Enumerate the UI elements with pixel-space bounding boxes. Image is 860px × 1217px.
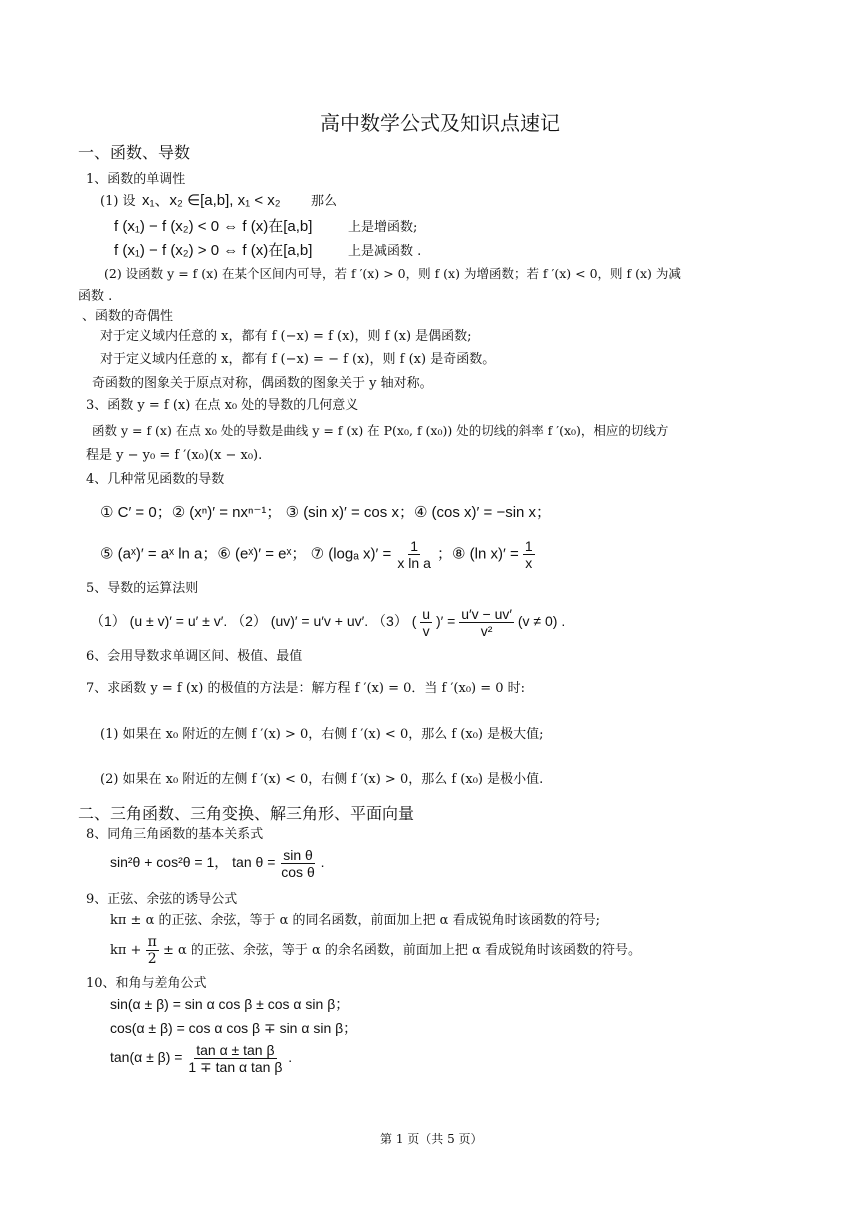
item-10-heading: 10、和角与差角公式 [86,976,207,991]
item-1d-line1: (2) 设函数 y = f (x) 在某个区间内可导，若 f ′(x) > 0，则 f (x) 为增函数；若 f ′(x) < 0，则 f (x) 为减 [104,266,681,281]
fraction-denominator: v [422,623,430,639]
item-10c-prefix: tan(α ± β) = [110,1049,183,1066]
item-10c-tan-formula [110,1042,292,1075]
item-9b-induction [110,934,641,967]
fraction-numerator: 1 [524,538,533,554]
fraction-numerator: u′v − uv′ [461,606,512,622]
fraction-denominator: 2 [147,951,157,967]
item-5a-mid: )′ = [435,613,456,630]
log-derivative-fraction [395,538,432,571]
item-7b: (2) 如果在 x₀ 附近的左侧 f ′(x) < 0，右侧 f ′(x) > 0，那么 f (x₀) 是极小值. [100,772,544,787]
item-3a: 函数 y = f (x) 在点 x₀ 处的导数是曲线 y = f (x) 在 P(x₀, f (x₀)) 处的切线的斜率 f ′(x₀)，相应的切线方 [92,423,669,438]
item-2a: 对于定义域内任意的 x，都有 f (−x) = f (x)，则 f (x) 是偶函数; [100,329,472,344]
item-2c: 奇函数的图象关于原点对称，偶函数的图象关于 y 轴对称。 [92,376,433,391]
item-2b: 对于定义域内任意的 x，都有 f (−x) = − f (x)，则 f (x) 是奇函数。 [100,352,496,367]
item-1a-formula: x₁、x₂ ∈[a,b], x₁ < x₂ [142,192,281,209]
fraction-denominator: 1 ∓ tan α tan β [188,1059,283,1075]
item-4a-derivatives: ① C′ = 0；② (xⁿ)′ = nxⁿ⁻¹； ③ (sin x)′ = cos x；④ (cos x)′ = −sin x； [100,504,552,521]
item-7a: (1) 如果在 x₀ 附近的左侧 f ′(x) > 0，右侧 f ′(x) < 0，那么 f (x₀) 是极大值; [100,727,544,742]
fraction-numerator: sin θ [283,847,313,863]
quotient-rule-fraction [459,606,514,639]
item-3b: 程是 y − y₀ = f ′(x₀)(x − x₀). [86,448,263,463]
item-1c-text: 上是减函数 . [348,244,422,259]
tan-sum-fraction [186,1042,284,1075]
u-over-v-fraction [420,606,432,639]
item-7-heading: 7、求函数 y = f (x) 的极值的方法是：解方程 f ′(x) = 0．当 f ′(x₀) = 0 时: [86,681,526,696]
pi-over-two-fraction [146,934,159,967]
fraction-denominator: x [525,555,533,571]
item-10b-cos-formula: cos(α ± β) = cos α cos β ∓ sin α sin β； [110,1020,358,1036]
item-4b-part1: ⑤ (aˣ)′ = aˣ ln a；⑥ (eˣ)′ = eˣ； ⑦ (logₐ x)′ = [100,545,392,563]
item-4b-part2: ；⑧ (ln x)′ = [437,545,519,563]
tan-fraction [279,847,316,880]
fraction-numerator: π [147,934,157,950]
item-5-heading: 5、导数的运算法则 [86,581,199,596]
page-footer: 第 1 页（共 5 页） [380,1132,483,1146]
ln-derivative-fraction [523,538,535,571]
item-4b-derivatives [100,538,535,571]
section-heading-trig: 二、三角函数、三角变换、解三角形、平面向量 [78,804,415,823]
item-8a-identity [110,847,325,880]
fraction-numerator: 1 [410,538,419,554]
section-heading-functions: 一、函数、导数 [78,143,191,162]
item-3-heading: 3、函数 y = f (x) 在点 x₀ 处的导数的几何意义 [86,398,359,413]
page-title: 高中数学公式及知识点速记 [320,111,560,135]
fraction-numerator: tan α ± tan β [196,1042,275,1058]
item-10c-end: . [288,1049,293,1066]
item-1a-label: (1) 设 [100,194,136,209]
fraction-denominator: v² [480,623,493,639]
fraction-denominator: x ln a [397,555,431,571]
item-8a-end: . [320,854,325,871]
item-8a-part1: sin²θ + cos²θ = 1， tan θ = [110,854,276,871]
item-9b-text: ± α 的正弦、余弦，等于 α 的余名函数，前面加上把 α 看成锐角时该函数的符号。 [162,943,641,958]
fraction-numerator: u [422,606,431,622]
item-1d-line2: 函数 . [78,289,113,304]
fraction-denominator: cos θ [281,864,315,880]
item-1a-suffix: 那么 [311,194,338,209]
item-8-heading: 8、同角三角函数的基本关系式 [86,827,264,842]
item-9-heading: 9、正弦、余弦的诱导公式 [86,892,238,907]
item-5a-part1: （1） (u ± v)′ = u′ ± v′. （2） (uv)′ = u′v + uv′. （3） ( [90,613,417,630]
item-2-heading: 、函数的奇偶性 [82,309,174,324]
item-9b-prefix: kπ + [110,943,142,958]
item-1c-formula: f (x₁) − f (x₂) > 0 ⇔ f (x)在[a,b] [114,242,313,259]
item-9a: kπ ± α 的正弦、余弦，等于 α 的同名函数，前面加上把 α 看成锐角时该函数的符号; [110,913,600,928]
item-6-heading: 6、会用导数求单调区间、极值、最值 [86,649,303,664]
item-4-heading: 4、几种常见函数的导数 [86,472,225,487]
item-1-heading: 1、函数的单调性 [86,172,186,187]
item-5a-rules [90,606,565,639]
item-5a-end: (v ≠ 0) . [517,613,566,630]
item-10a-sin-formula: sin(α ± β) = sin α cos β ± cos α sin β； [110,996,350,1012]
item-1b-formula: f (x₁) − f (x₂) < 0 ⇔ f (x)在[a,b] [114,218,313,235]
item-1b-text: 上是增函数; [348,220,418,235]
